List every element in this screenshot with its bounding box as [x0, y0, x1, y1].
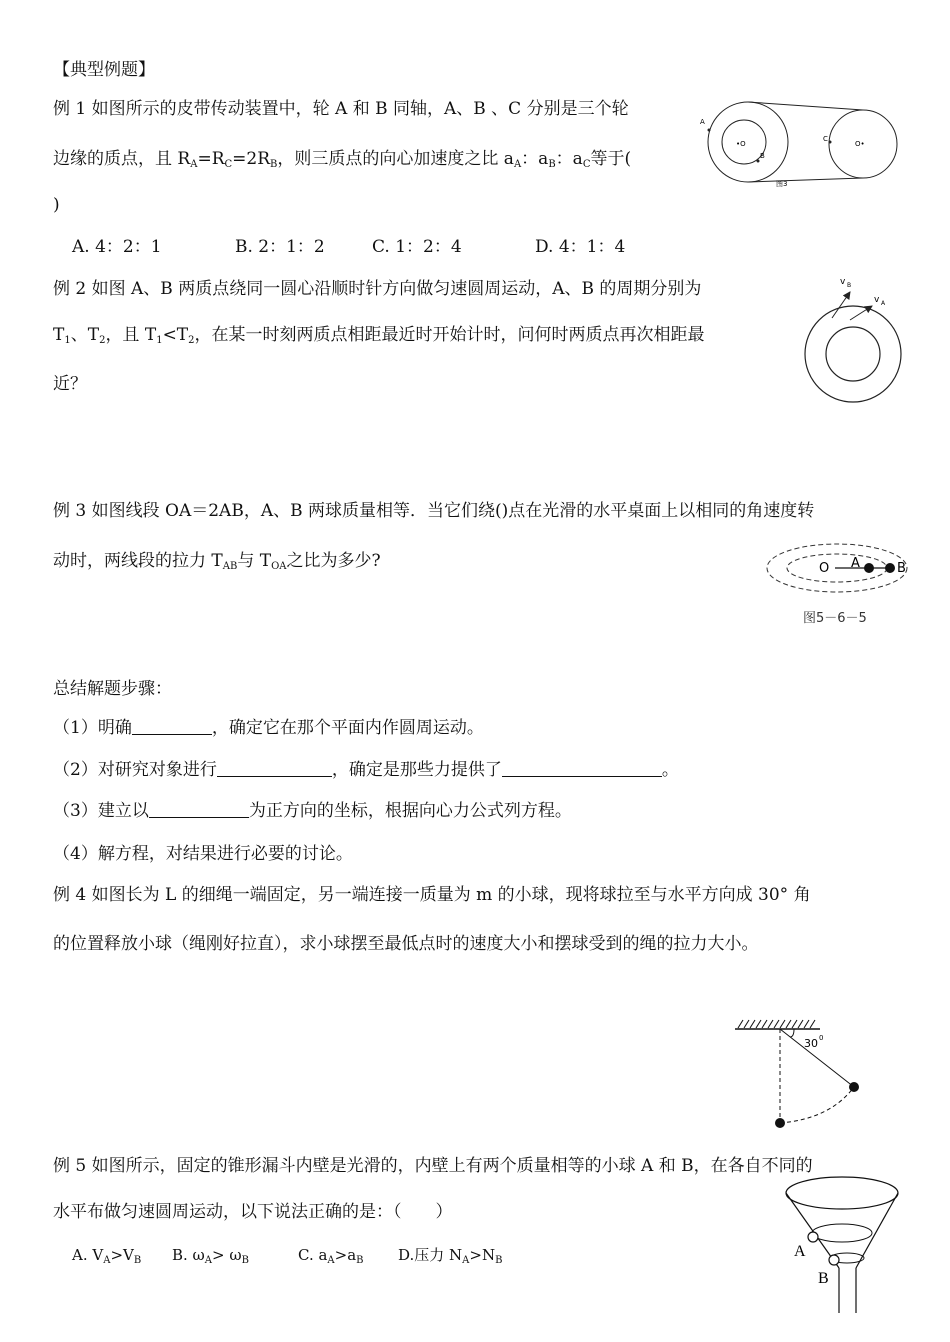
summary-title: 总结解题步骤：	[53, 679, 172, 699]
fig5-label-b: B	[818, 1270, 829, 1287]
fig2-label-va-sub: A	[881, 300, 886, 307]
ex5-option-d: D.压力 $N_A>N_B$	[398, 1246, 503, 1266]
ex2-line1: 例 2 如图 A、B 两质点绕同一圆心沿顺时针方向做匀速圆周运动，A、B 的周期分别为	[53, 279, 702, 299]
fig1-caption: 图3	[776, 180, 788, 188]
fig4-angle: 30	[804, 1037, 818, 1050]
funnel-figure	[780, 1175, 905, 1315]
fig2-label-vb: v	[840, 277, 846, 287]
fig1-label-o-left: •O	[736, 140, 746, 148]
fig1-label-o-right: O•	[855, 140, 865, 148]
ex1-option-c: C. 1：2：4	[372, 237, 462, 257]
summary-step-3: （3）建立以 为正方向的坐标，根据向心力公式列方程。	[53, 801, 572, 821]
fig3-label-o: O	[819, 561, 830, 576]
section-heading: 【典型例题】	[53, 60, 155, 80]
ex5-line1: 例 5 如图所示，固定的锥形漏斗内壁是光滑的，内壁上有两个质量相等的小球 A 和 B，在各自不同的	[53, 1156, 813, 1176]
summary-step-1: （1）明确 ，确定它在那个平面内作圆周运动。	[53, 718, 484, 738]
ex1-line1: 例 1 如图所示的皮带传动装置中，轮 A 和 B 同轴，A、B 、C 分别是三个轮	[53, 99, 629, 119]
belt-drive-figure	[700, 100, 910, 190]
ex1-option-b: B. 2：1：2	[235, 237, 325, 257]
fig3-label-a: A	[851, 556, 860, 571]
ex2-line3: 近？	[53, 374, 87, 394]
fig1-label-b: B	[760, 152, 765, 160]
blank-1	[132, 716, 212, 735]
pendulum-figure	[730, 1015, 870, 1135]
fig3-caption: 图5－6－5	[803, 611, 867, 626]
fig2-label-vb-sub: B	[847, 282, 852, 289]
ex1-option-d: D. 4：1：4	[535, 237, 626, 257]
ex4-line1: 例 4 如图长为 L 的细绳一端固定，另一端连接一质量为 m 的小球，现将球拉至与水平方向成 30° 角	[53, 885, 811, 905]
concentric-orbits-figure	[800, 270, 910, 410]
fig2-label-va: v	[874, 295, 880, 305]
ex3-line1: 例 3 如图线段 OA＝2AB，A、B 两球质量相等．当它们绕()点在光滑的水平桌面上以相同的角速度转	[53, 501, 815, 521]
ex2-line2: $T_1$、$T_2$，且 $T_1<T_2$，在某一时刻两质点相距最近时开始计时，问何时两质点再次相距最	[53, 325, 705, 346]
ex3-line2: 动时，两线段的拉力 $T_{AB}$与 $T_{OA}$之比为多少?	[53, 551, 381, 572]
blank-2	[217, 758, 332, 777]
fig3-label-b: B	[897, 561, 906, 576]
ex1-line3: )	[53, 195, 60, 215]
ex1-option-a: A. 4：2：1	[72, 237, 162, 257]
fig5-label-a: A	[794, 1243, 806, 1260]
ex1-line2: 边缘的质点，且 $R_A=R_C=2R_B$，则三质点的向心加速度之比 $a_A$：$a_B$：$a_C$等于(	[53, 149, 632, 170]
blank-3	[502, 758, 662, 777]
ex5-option-b: B. $\omega_A> \omega_B$	[172, 1246, 249, 1266]
fig4-angle-degree: 0	[819, 1034, 824, 1042]
ex5-option-c: C. $a_A>a_B$	[298, 1246, 364, 1266]
rotating-balls-figure	[765, 540, 915, 630]
fig1-label-c: C	[823, 135, 828, 143]
summary-step-2: （2）对研究对象进行 ，确定是那些力提供了 。	[53, 760, 679, 780]
fig1-label-a: A	[700, 118, 705, 126]
ex5-option-a: A. $V_A>V_B$	[72, 1246, 142, 1266]
ex4-line2: 的位置释放小球（绳刚好拉直），求小球摆至最低点时的速度大小和摆球受到的绳的拉力大小。	[53, 934, 759, 954]
ex5-line2: 水平布做匀速圆周运动，以下说法正确的是：（ ）	[53, 1202, 453, 1222]
blank-4	[149, 799, 249, 818]
summary-step-4: （4）解方程，对结果进行必要的讨论。	[53, 844, 353, 864]
